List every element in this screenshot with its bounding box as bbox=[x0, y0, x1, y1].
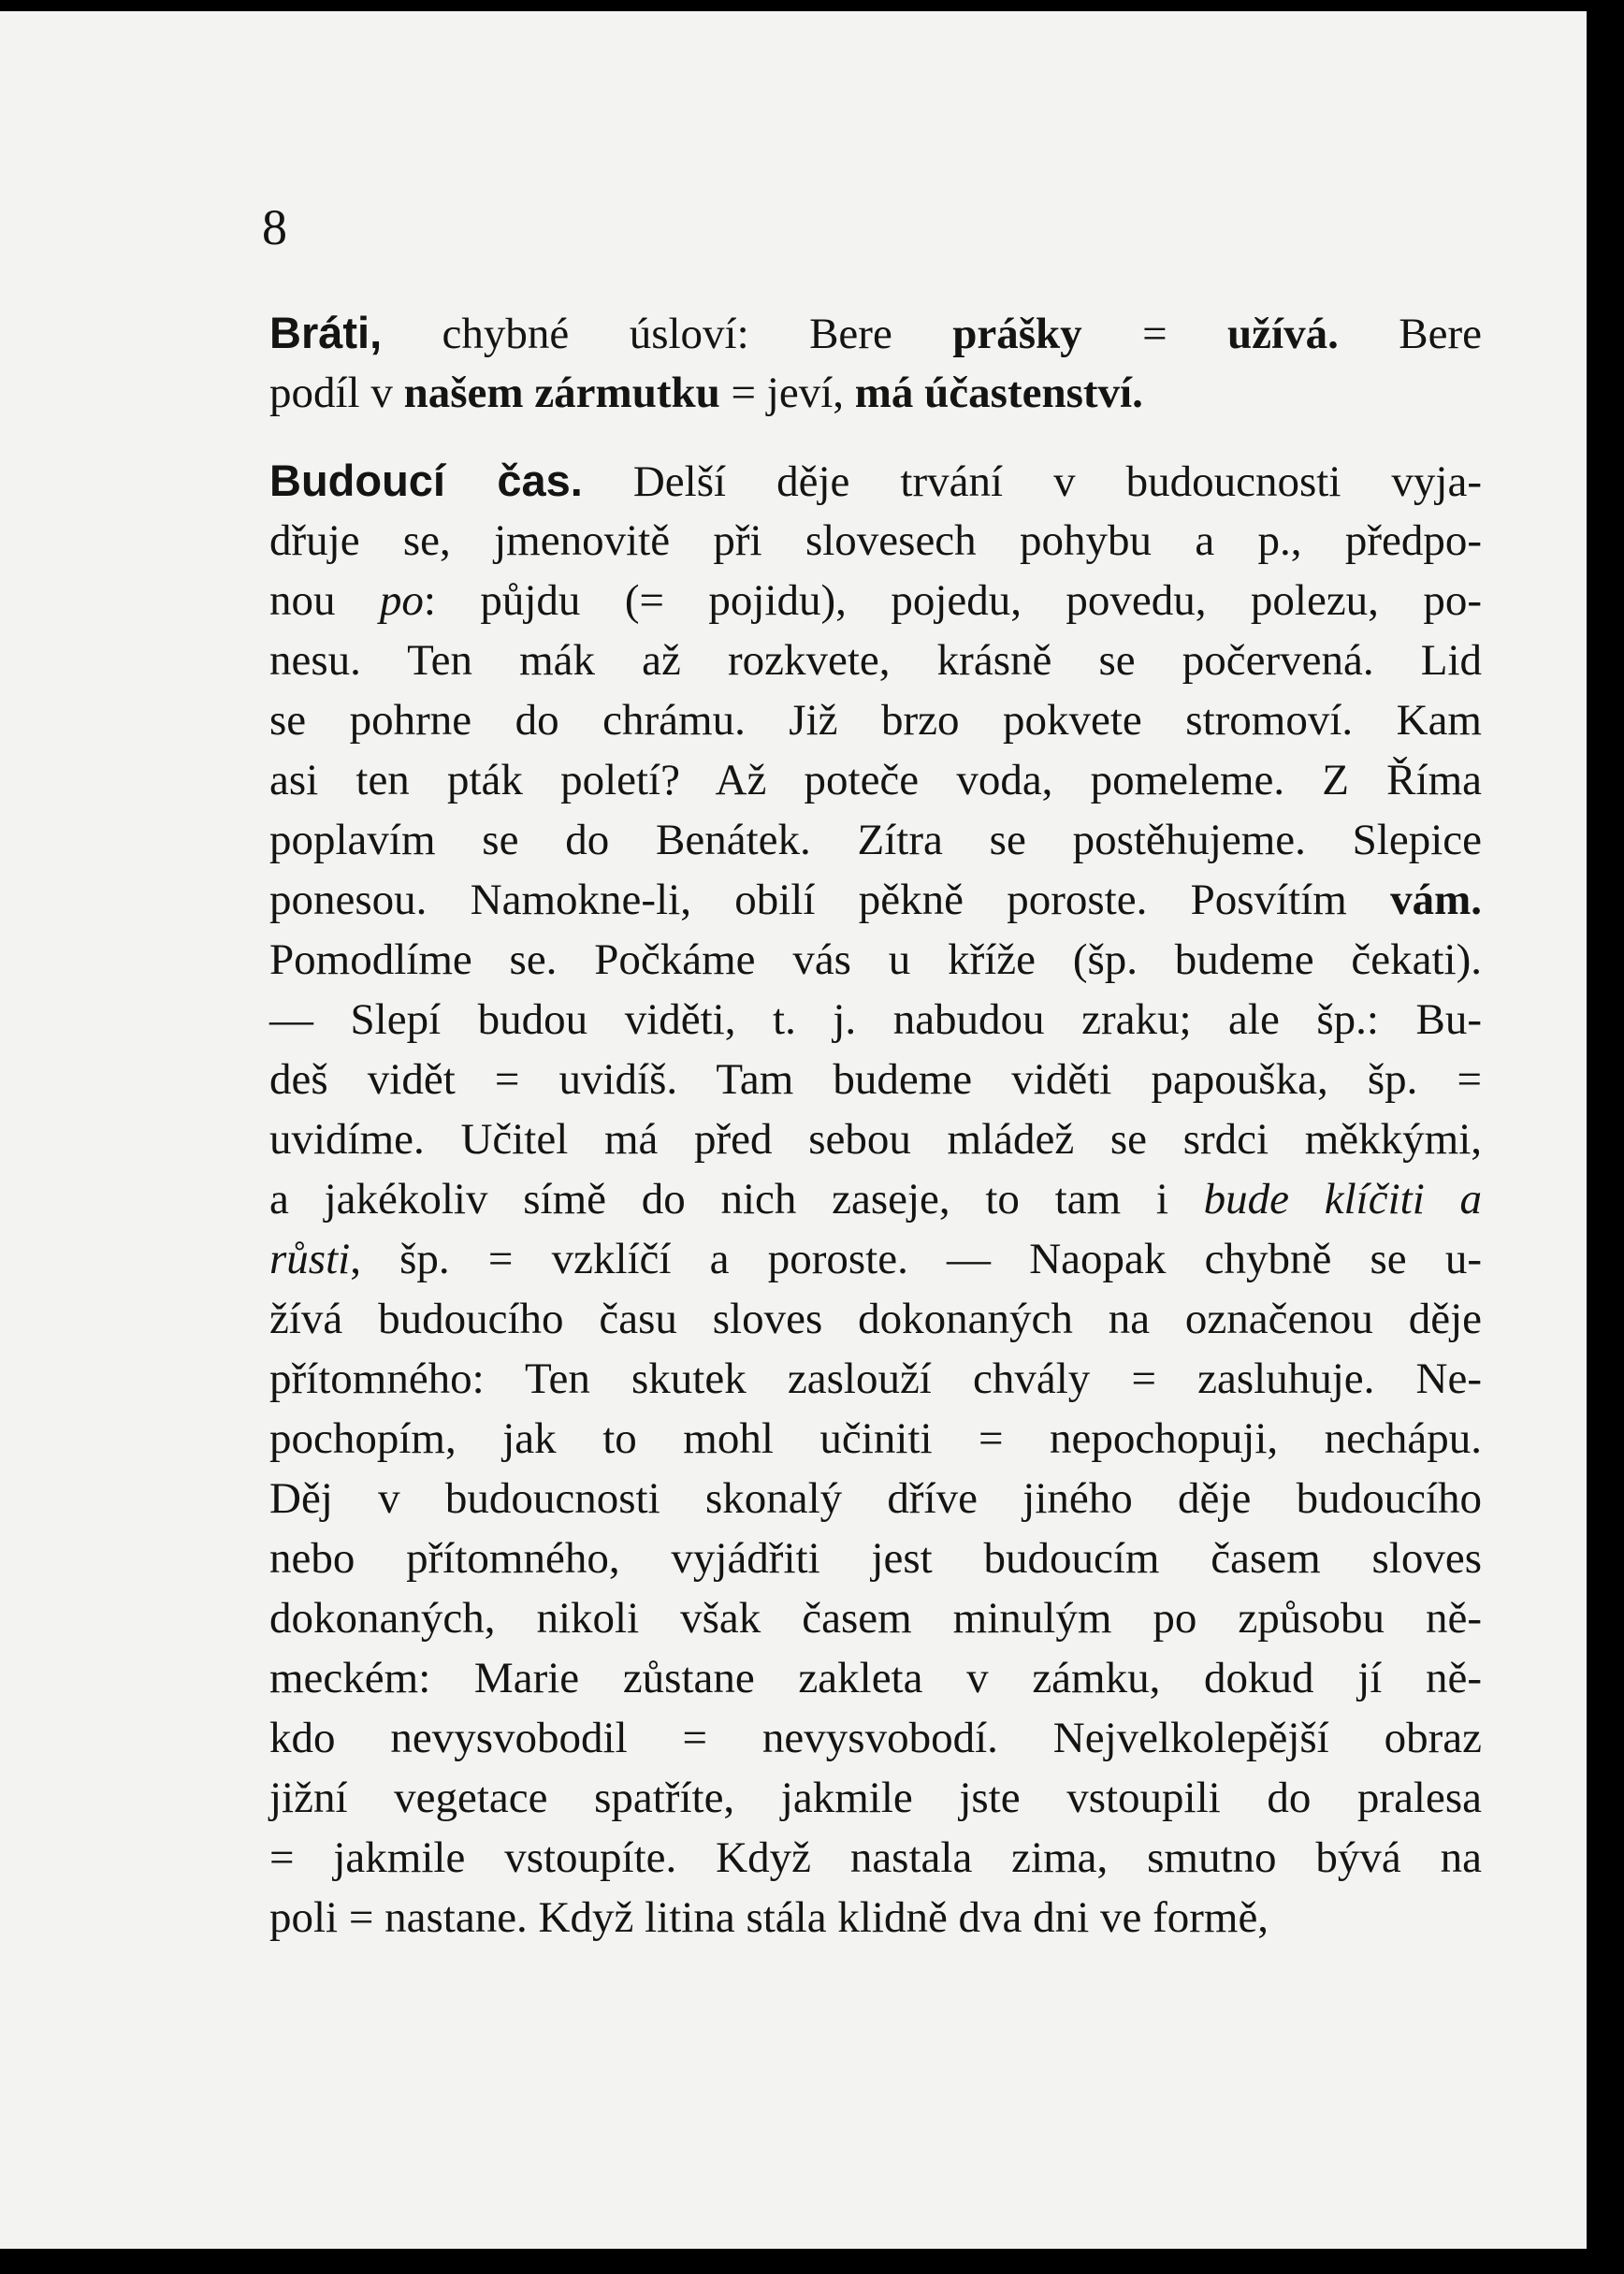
text-line bbox=[269, 1050, 1482, 1109]
text-run: meckém: Marie zůstane zakleta v zámku, dokud jí ně- bbox=[269, 1654, 1482, 1702]
text-run: přítomného: Ten skutek zaslouží chvály = zasluhuje. Ne- bbox=[269, 1354, 1482, 1403]
text-line bbox=[269, 511, 1482, 571]
text-run: = jeví, bbox=[719, 369, 855, 417]
text-run: Děj v budoucnosti skonalý dříve jiného děje budoucího bbox=[269, 1474, 1482, 1523]
text-run: uvidíme. Učitel má před sebou mládež se srdci měkkými, bbox=[269, 1115, 1482, 1164]
text-run: Pomodlíme se. Počkáme vás u kříže (šp. budeme čekati). bbox=[269, 935, 1482, 984]
text-line bbox=[269, 630, 1482, 690]
text-line bbox=[269, 1888, 1482, 1948]
text-line bbox=[269, 750, 1482, 810]
text-line bbox=[269, 1828, 1482, 1888]
text-run: chybné úsloví: Bere bbox=[382, 310, 953, 358]
text-run: dřuje se, jmenovitě při slovesech pohybu a p., předpo- bbox=[269, 516, 1482, 565]
italic-run: růsti bbox=[269, 1235, 351, 1283]
text-run: nebo přítomného, vyjádřiti jest budoucím časem sloves bbox=[269, 1534, 1482, 1583]
text-run: nesu. Ten mák až rozkvete, krásně se počervená. Lid bbox=[269, 636, 1482, 685]
text-line bbox=[269, 690, 1482, 750]
text-line bbox=[269, 1349, 1482, 1409]
text-line bbox=[269, 1648, 1482, 1708]
text-line bbox=[269, 810, 1482, 870]
text-run: a jakékoliv símě do nich zaseje, to tam i bbox=[269, 1175, 1204, 1224]
text-line bbox=[269, 1708, 1482, 1768]
text-run: — Slepí budou viděti, t. j. nabudou zraku; ale šp.: Bu- bbox=[269, 995, 1482, 1044]
paragraph-gap bbox=[269, 423, 1482, 451]
text-line bbox=[269, 303, 1482, 363]
text-line bbox=[269, 1109, 1482, 1169]
italic-run: bude klíčiti a bbox=[1203, 1175, 1482, 1224]
text-line bbox=[269, 1409, 1482, 1469]
text-run: = bbox=[1081, 310, 1228, 358]
book-page bbox=[0, 11, 1587, 2249]
bold-run: vám. bbox=[1390, 876, 1482, 924]
text-line bbox=[269, 1588, 1482, 1648]
text-line bbox=[269, 571, 1482, 630]
text-line bbox=[269, 1169, 1482, 1229]
text-run: poplavím se do Benátek. Zítra se postěhujeme. Slepice bbox=[269, 816, 1482, 864]
bold-run: našem zármutku bbox=[403, 369, 720, 417]
text-run: žívá budoucího času sloves dokonaných na označenou děje bbox=[269, 1295, 1482, 1343]
entry-paragraph bbox=[269, 451, 1482, 1948]
text-line bbox=[269, 1229, 1482, 1289]
text-run: Delší děje trvání v budoucnosti vyja- bbox=[582, 457, 1482, 506]
page-number: 8 bbox=[262, 199, 287, 255]
text-line bbox=[269, 870, 1482, 930]
text-line bbox=[269, 990, 1482, 1050]
text-run: kdo nevysvobodil = nevysvobodí. Nejvelkolepější obraz bbox=[269, 1714, 1482, 1762]
text-run: nou bbox=[269, 576, 380, 625]
entry-headword: Budoucí čas. bbox=[269, 456, 583, 505]
entry-headword: Bráti, bbox=[269, 308, 383, 357]
text-line bbox=[269, 363, 1482, 423]
text-line bbox=[269, 1289, 1482, 1349]
text-run: asi ten pták poletí? Až poteče voda, pomeleme. Z Říma bbox=[269, 756, 1482, 804]
text-line bbox=[269, 451, 1482, 511]
text-run: = jakmile vstoupíte. Když nastala zima, smutno bývá na bbox=[269, 1833, 1482, 1882]
text-run: pochopím, jak to mohl učiniti = nepochopuji, nechápu. bbox=[269, 1414, 1482, 1463]
text-run: jižní vegetace spatříte, jakmile jste vstoupili do pralesa bbox=[269, 1774, 1482, 1822]
text-line bbox=[269, 930, 1482, 990]
text-run: dokonaných, nikoli však časem minulým po způsobu ně- bbox=[269, 1594, 1482, 1643]
text-run: se pohrne do chrámu. Již brzo pokvete stromoví. Kam bbox=[269, 696, 1482, 745]
bold-run: užívá. bbox=[1227, 310, 1339, 358]
text-run: poli = nastane. Když litina stála klidně dva dni ve formě, bbox=[269, 1893, 1269, 1942]
text-run: Bere bbox=[1338, 310, 1482, 358]
scan-border-right bbox=[1587, 0, 1624, 2274]
text-run: podíl v bbox=[269, 369, 404, 417]
italic-run: po bbox=[379, 576, 424, 625]
text-run: deš vidět = uvidíš. Tam budeme viděti papouška, šp. = bbox=[269, 1055, 1482, 1104]
text-line bbox=[269, 1469, 1482, 1528]
text-line bbox=[269, 1768, 1482, 1828]
text-run: , šp. = vzklíčí a poroste. — Naopak chybně se u- bbox=[350, 1235, 1482, 1283]
bold-run: má účastenství. bbox=[854, 369, 1143, 417]
text-run: ponesou. Namokne-li, obilí pěkně poroste. Posvítím bbox=[269, 876, 1391, 924]
bold-run: prášky bbox=[952, 310, 1082, 358]
body-text bbox=[269, 303, 1482, 1948]
text-run: : půjdu (= pojidu), pojedu, povedu, polezu, po- bbox=[423, 576, 1482, 625]
text-line bbox=[269, 1528, 1482, 1588]
entry-paragraph bbox=[269, 303, 1482, 423]
